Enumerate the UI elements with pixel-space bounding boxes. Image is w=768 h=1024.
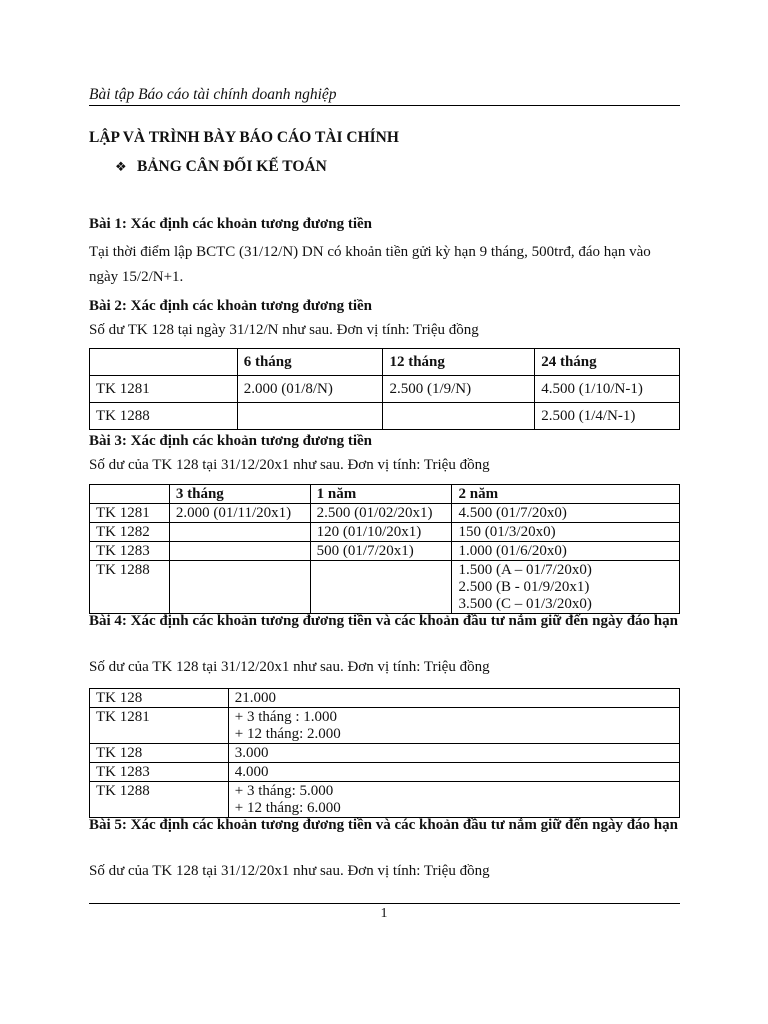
table-cell: 4.500 (1/10/N-1)	[535, 376, 680, 403]
diamond-bullet-icon: ❖	[115, 160, 127, 175]
exercise-1-title: Bài 1: Xác định các khoản tương đương tiền	[89, 216, 372, 232]
running-header: Bài tập Báo cáo tài chính doanh nghiệp	[89, 86, 337, 103]
exercise-3-text: Số dư của TK 128 tại 31/12/20x1 như sau. Đơn vị tính: Triệu đồng	[89, 457, 490, 473]
table-cell: 1.000 (01/6/20x0)	[452, 542, 680, 561]
exercise-4-table	[89, 688, 680, 818]
cell-line: 21.000	[234, 690, 277, 706]
table-cell	[237, 403, 383, 430]
table-cell: TK 1283	[90, 542, 170, 561]
exercise-5-title: Bài 5: Xác định các khoản tương đương tiền và các khoản đầu tư nắm giữ đến ngày đáo hạn	[89, 817, 678, 833]
cell-line: + 12 tháng: 2.000	[234, 726, 341, 742]
exercise-3-table	[89, 484, 680, 614]
table-cell: TK 128	[90, 689, 229, 708]
table-cell	[228, 708, 679, 744]
exercise-2-text: Số dư TK 128 tại ngày 31/12/N như sau. Đơn vị tính: Triệu đồng	[89, 322, 479, 338]
table-cell: 150 (01/3/20x0)	[452, 523, 680, 542]
exercise-2-table	[89, 348, 680, 430]
table-header-cell: 1 năm	[310, 485, 452, 504]
main-title: LẬP VÀ TRÌNH BÀY BÁO CÁO TÀI CHÍNH	[89, 129, 399, 146]
footer-rule	[89, 903, 680, 904]
cell-line: 3.000	[234, 745, 269, 761]
table-row	[90, 689, 680, 708]
cell-line: 3.500 (C – 01/3/20x0)	[458, 596, 592, 612]
table-row	[90, 542, 680, 561]
table-cell: TK 1281	[90, 708, 229, 744]
table-header-row	[90, 349, 680, 376]
cell-line: + 3 tháng: 5.000	[234, 783, 334, 799]
table-row	[90, 376, 680, 403]
table-cell: 2.000 (01/8/N)	[237, 376, 383, 403]
table-cell	[452, 561, 680, 614]
cell-line: 1.500 (A – 01/7/20x0)	[458, 562, 592, 578]
table-cell: 2.500 (01/02/20x1)	[310, 504, 452, 523]
exercise-3-title: Bài 3: Xác định các khoản tương đương tiền	[89, 433, 372, 449]
table-header-cell: 2 năm	[452, 485, 680, 504]
table-row	[90, 561, 680, 614]
exercise-1-text: Tại thời điểm lập BCTC (31/12/N) DN có khoản tiền gửi kỳ hạn 9 tháng, 500trđ, đáo hạn vào ngày 15/2/N+1.	[89, 244, 651, 285]
table-cell: TK 1282	[90, 523, 170, 542]
table-row	[90, 763, 680, 782]
table-cell: 2.500 (1/9/N)	[383, 376, 535, 403]
table-cell	[383, 403, 535, 430]
cell-line: 2.500 (B - 01/9/20x1)	[458, 579, 590, 595]
table-cell: 500 (01/7/20x1)	[310, 542, 452, 561]
table-cell	[90, 349, 238, 376]
page-number: 1	[380, 906, 388, 921]
table-cell: 4.500 (01/7/20x0)	[452, 504, 680, 523]
table-cell	[310, 561, 452, 614]
table-cell	[228, 744, 679, 763]
table-cell: TK 1281	[90, 376, 238, 403]
exercise-5-text: Số dư của TK 128 tại 31/12/20x1 như sau. Đơn vị tính: Triệu đồng	[89, 863, 490, 879]
table-header-cell: 12 tháng	[383, 349, 535, 376]
table-row	[90, 744, 680, 763]
table-cell: TK 1288	[90, 561, 170, 614]
table-header-cell: 3 tháng	[169, 485, 310, 504]
cell-line: 4.000	[234, 764, 269, 780]
table-cell	[228, 782, 679, 818]
table-row	[90, 782, 680, 818]
table-header-cell: 24 tháng	[535, 349, 680, 376]
table-cell: TK 128	[90, 744, 229, 763]
table-cell	[169, 542, 310, 561]
exercise-4-title: Bài 4: Xác định các khoản tương đương tiền và các khoản đầu tư nắm giữ đến ngày đáo hạn	[89, 613, 678, 629]
table-row	[90, 504, 680, 523]
table-cell: TK 1281	[90, 504, 170, 523]
table-cell	[169, 561, 310, 614]
table-cell: TK 1288	[90, 782, 229, 818]
exercise-4-text: Số dư của TK 128 tại 31/12/20x1 như sau. Đơn vị tính: Triệu đồng	[89, 659, 490, 675]
table-cell	[169, 523, 310, 542]
table-cell: TK 1283	[90, 763, 229, 782]
table-header-cell: 6 tháng	[237, 349, 383, 376]
cell-line: + 3 tháng : 1.000	[234, 709, 337, 725]
header-rule	[89, 105, 680, 106]
table-header-row	[90, 485, 680, 504]
table-row	[90, 708, 680, 744]
table-cell	[228, 689, 679, 708]
table-row	[90, 403, 680, 430]
cell-line: + 12 tháng: 6.000	[234, 800, 341, 816]
table-cell	[228, 763, 679, 782]
table-cell: 2.000 (01/11/20x1)	[169, 504, 310, 523]
table-row	[90, 523, 680, 542]
table-cell: TK 1288	[90, 403, 238, 430]
exercise-2-title: Bài 2: Xác định các khoản tương đương tiền	[89, 298, 372, 314]
section-title-text: BẢNG CÂN ĐỐI KẾ TOÁN	[137, 158, 327, 175]
section-title	[115, 158, 706, 176]
table-cell: 120 (01/10/20x1)	[310, 523, 452, 542]
table-cell	[90, 485, 170, 504]
table-cell: 2.500 (1/4/N-1)	[535, 403, 680, 430]
